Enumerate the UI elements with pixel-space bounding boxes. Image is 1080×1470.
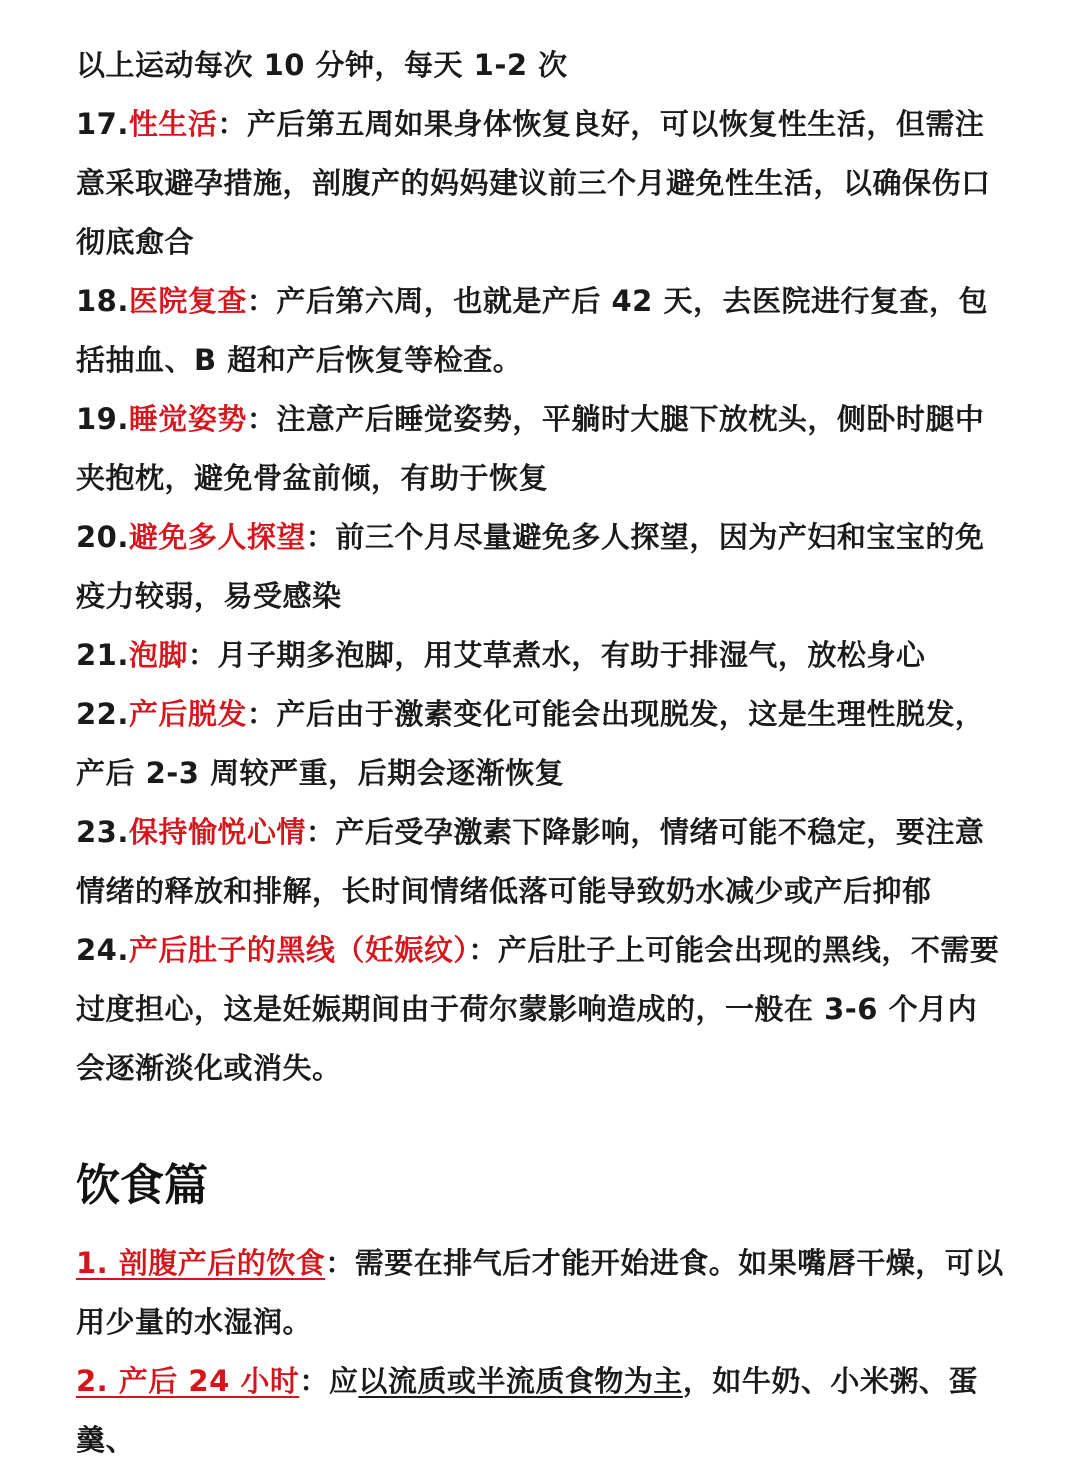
list-item-17 (76, 95, 1006, 272)
item-number: 19. (76, 402, 129, 436)
list-item-19 (76, 390, 1006, 508)
diet-item-text-pre: ：应 (299, 1364, 359, 1398)
item-number: 23. (76, 815, 129, 849)
list-item-23 (76, 803, 1006, 921)
list-item-22 (76, 685, 1006, 803)
item-text: ：注意产后睡觉姿势，平躺时大腿下放枕头，侧卧时腿中夹抱枕，避免骨盆前倾，有助于恢复 (76, 402, 985, 495)
item-title: 泡脚 (128, 638, 188, 672)
document-page (76, 36, 1006, 1470)
intro-line: 以上运动每次 10 分钟，每天 1-2 次 (76, 48, 568, 82)
diet-item-title: 2. 产后 24 小时 (76, 1364, 300, 1398)
item-text: ：产后肚子上可能会出现的黑线，不需要过度担心，这是妊娠期间由于荷尔蒙影响造成的，一般在 3-6 个月内会逐渐淡化或消失。 (76, 933, 1000, 1085)
diet-item-text: ：需要在排气后才能开始进食。如果嘴唇干燥，可以用少量的水湿润。 (76, 1246, 1004, 1339)
list-item-21 (76, 626, 1006, 685)
diet-item-1 (76, 1234, 1006, 1352)
item-number: 24. (76, 933, 129, 967)
diet-item-2 (76, 1352, 1006, 1470)
item-number: 20. (76, 520, 129, 554)
item-text: ：产后第六周，也就是产后 42 天，去医院进行复查，包括抽血、B 超和产后恢复等检查。 (76, 284, 988, 377)
item-title: 性生活 (128, 107, 218, 141)
item-title: 保持愉悦心情 (128, 815, 306, 849)
item-text: ：产后第五周如果身体恢复良好，可以恢复性生活，但需注意采取避孕措施，剖腹产的妈妈建议前三个月避免性生活，以确保伤口彻底愈合 (76, 107, 991, 259)
item-number: 21. (76, 638, 129, 672)
list-item-20 (76, 508, 1006, 626)
item-title: 避免多人探望 (128, 520, 306, 554)
diet-item-text-underlined: 以流质或半流质食物为主 (358, 1364, 683, 1398)
item-text: ：产后受孕激素下降影响，情绪可能不稳定，要注意情绪的释放和排解，长时间情绪低落可能导致奶水减少或产后抑郁 (76, 815, 985, 908)
item-text: ：产后由于激素变化可能会出现脱发，这是生理性脱发，产后 2-3 周较严重，后期会逐渐恢复 (76, 697, 985, 790)
item-title: 医院复查 (128, 284, 247, 318)
item-number: 17. (76, 107, 129, 141)
list-item-24 (76, 921, 1006, 1098)
item-number: 22. (76, 697, 129, 731)
item-number: 18. (76, 284, 129, 318)
diet-item-title: 1. 剖腹产后的饮食 (76, 1246, 326, 1280)
diet-item-text-post: ，如牛奶、小米粥、蛋羹、 (76, 1364, 978, 1457)
item-title: 产后脱发 (128, 697, 247, 731)
item-text: ：月子期多泡脚，用艾草煮水，有助于排湿气，放松身心 (187, 638, 926, 672)
section-title-diet: 饮食篇 (76, 1160, 208, 1211)
item-title: 产后肚子的黑线（妊娠纹） (128, 933, 469, 967)
item-title: 睡觉姿势 (128, 402, 247, 436)
list-item-18 (76, 272, 1006, 390)
item-text: ：前三个月尽量避免多人探望，因为产妇和宝宝的免疫力较弱，易受感染 (76, 520, 985, 613)
